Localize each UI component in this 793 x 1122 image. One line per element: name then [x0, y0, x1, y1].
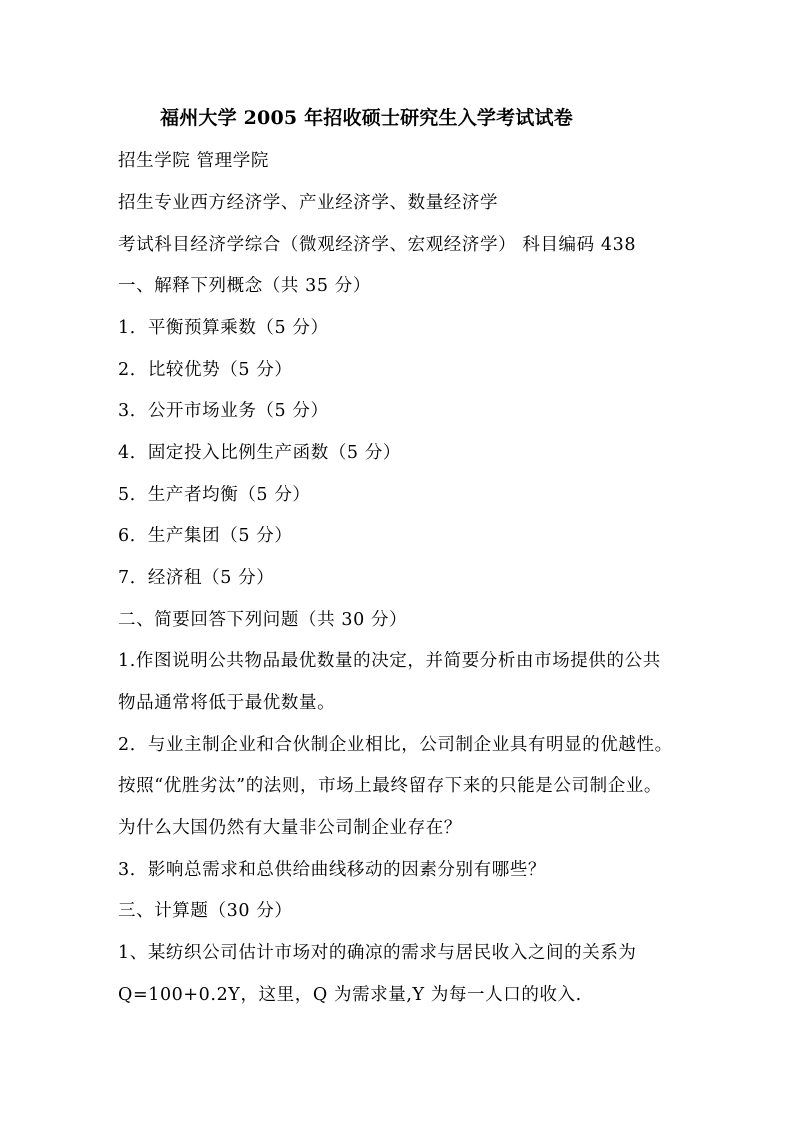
section-1-item-7: 7．经济租（5 分） [118, 568, 275, 588]
section-3-q1-line-2: Q=100+0.2Y，这里，Q 为需求量,Y 为每一人口的收入. [118, 985, 582, 1005]
section-1-heading: 一、解释下列概念（共 35 分） [118, 276, 371, 296]
section-1-item-1: 1．平衡预算乘数（5 分） [118, 318, 329, 338]
section-3-q1-line-1: 1、某纺织公司估计市场对的确凉的需求与居民收入之间的关系为 [118, 943, 637, 963]
admission-major-line: 招生专业西方经济学、产业经济学、数量经济学 [118, 193, 499, 213]
exam-subject-line: 考试科目经济学综合（微观经济学、宏观经济学） 科目编码 438 [118, 235, 637, 255]
section-2-q1-line-2: 物品通常将低于最优数量。 [118, 693, 336, 713]
section-2-q2-line-3: 为什么大国仍然有大量非公司制企业存在？ [118, 818, 462, 838]
section-1-item-4: 4．固定投入比例生产函数（5 分） [118, 443, 402, 463]
section-1-item-3: 3．公开市场业务（5 分） [118, 401, 329, 421]
section-1-item-5: 5．生产者均衡（5 分） [118, 485, 311, 505]
section-2-q2-line-2: 按照“优胜劣汰”的法则，市场上最终留存下来的只能是公司制企业。 [118, 776, 662, 796]
section-2-heading: 二、简要回答下列问题（共 30 分） [118, 610, 408, 630]
section-1-item-2: 2．比较优势（5 分） [118, 360, 293, 380]
section-2-q3: 3．影响总需求和总供给曲线移动的因素分别有哪些？ [118, 860, 547, 880]
section-2-q1-line-1: 1.作图说明公共物品最优数量的决定，并简要分析由市场提供的公共 [118, 651, 661, 671]
admission-school-line: 招生学院 管理学院 [118, 151, 269, 171]
section-2-q2-line-1: 2．与业主制企业和合伙制企业相比，公司制企业具有明显的优越性。 [118, 735, 673, 755]
section-3-heading: 三、计算题（30 分） [118, 901, 293, 921]
section-1-item-6: 6．生产集团（5 分） [118, 526, 293, 546]
exam-title: 福州大学 2005 年招收硕士研究生入学考试试卷 [160, 107, 573, 129]
